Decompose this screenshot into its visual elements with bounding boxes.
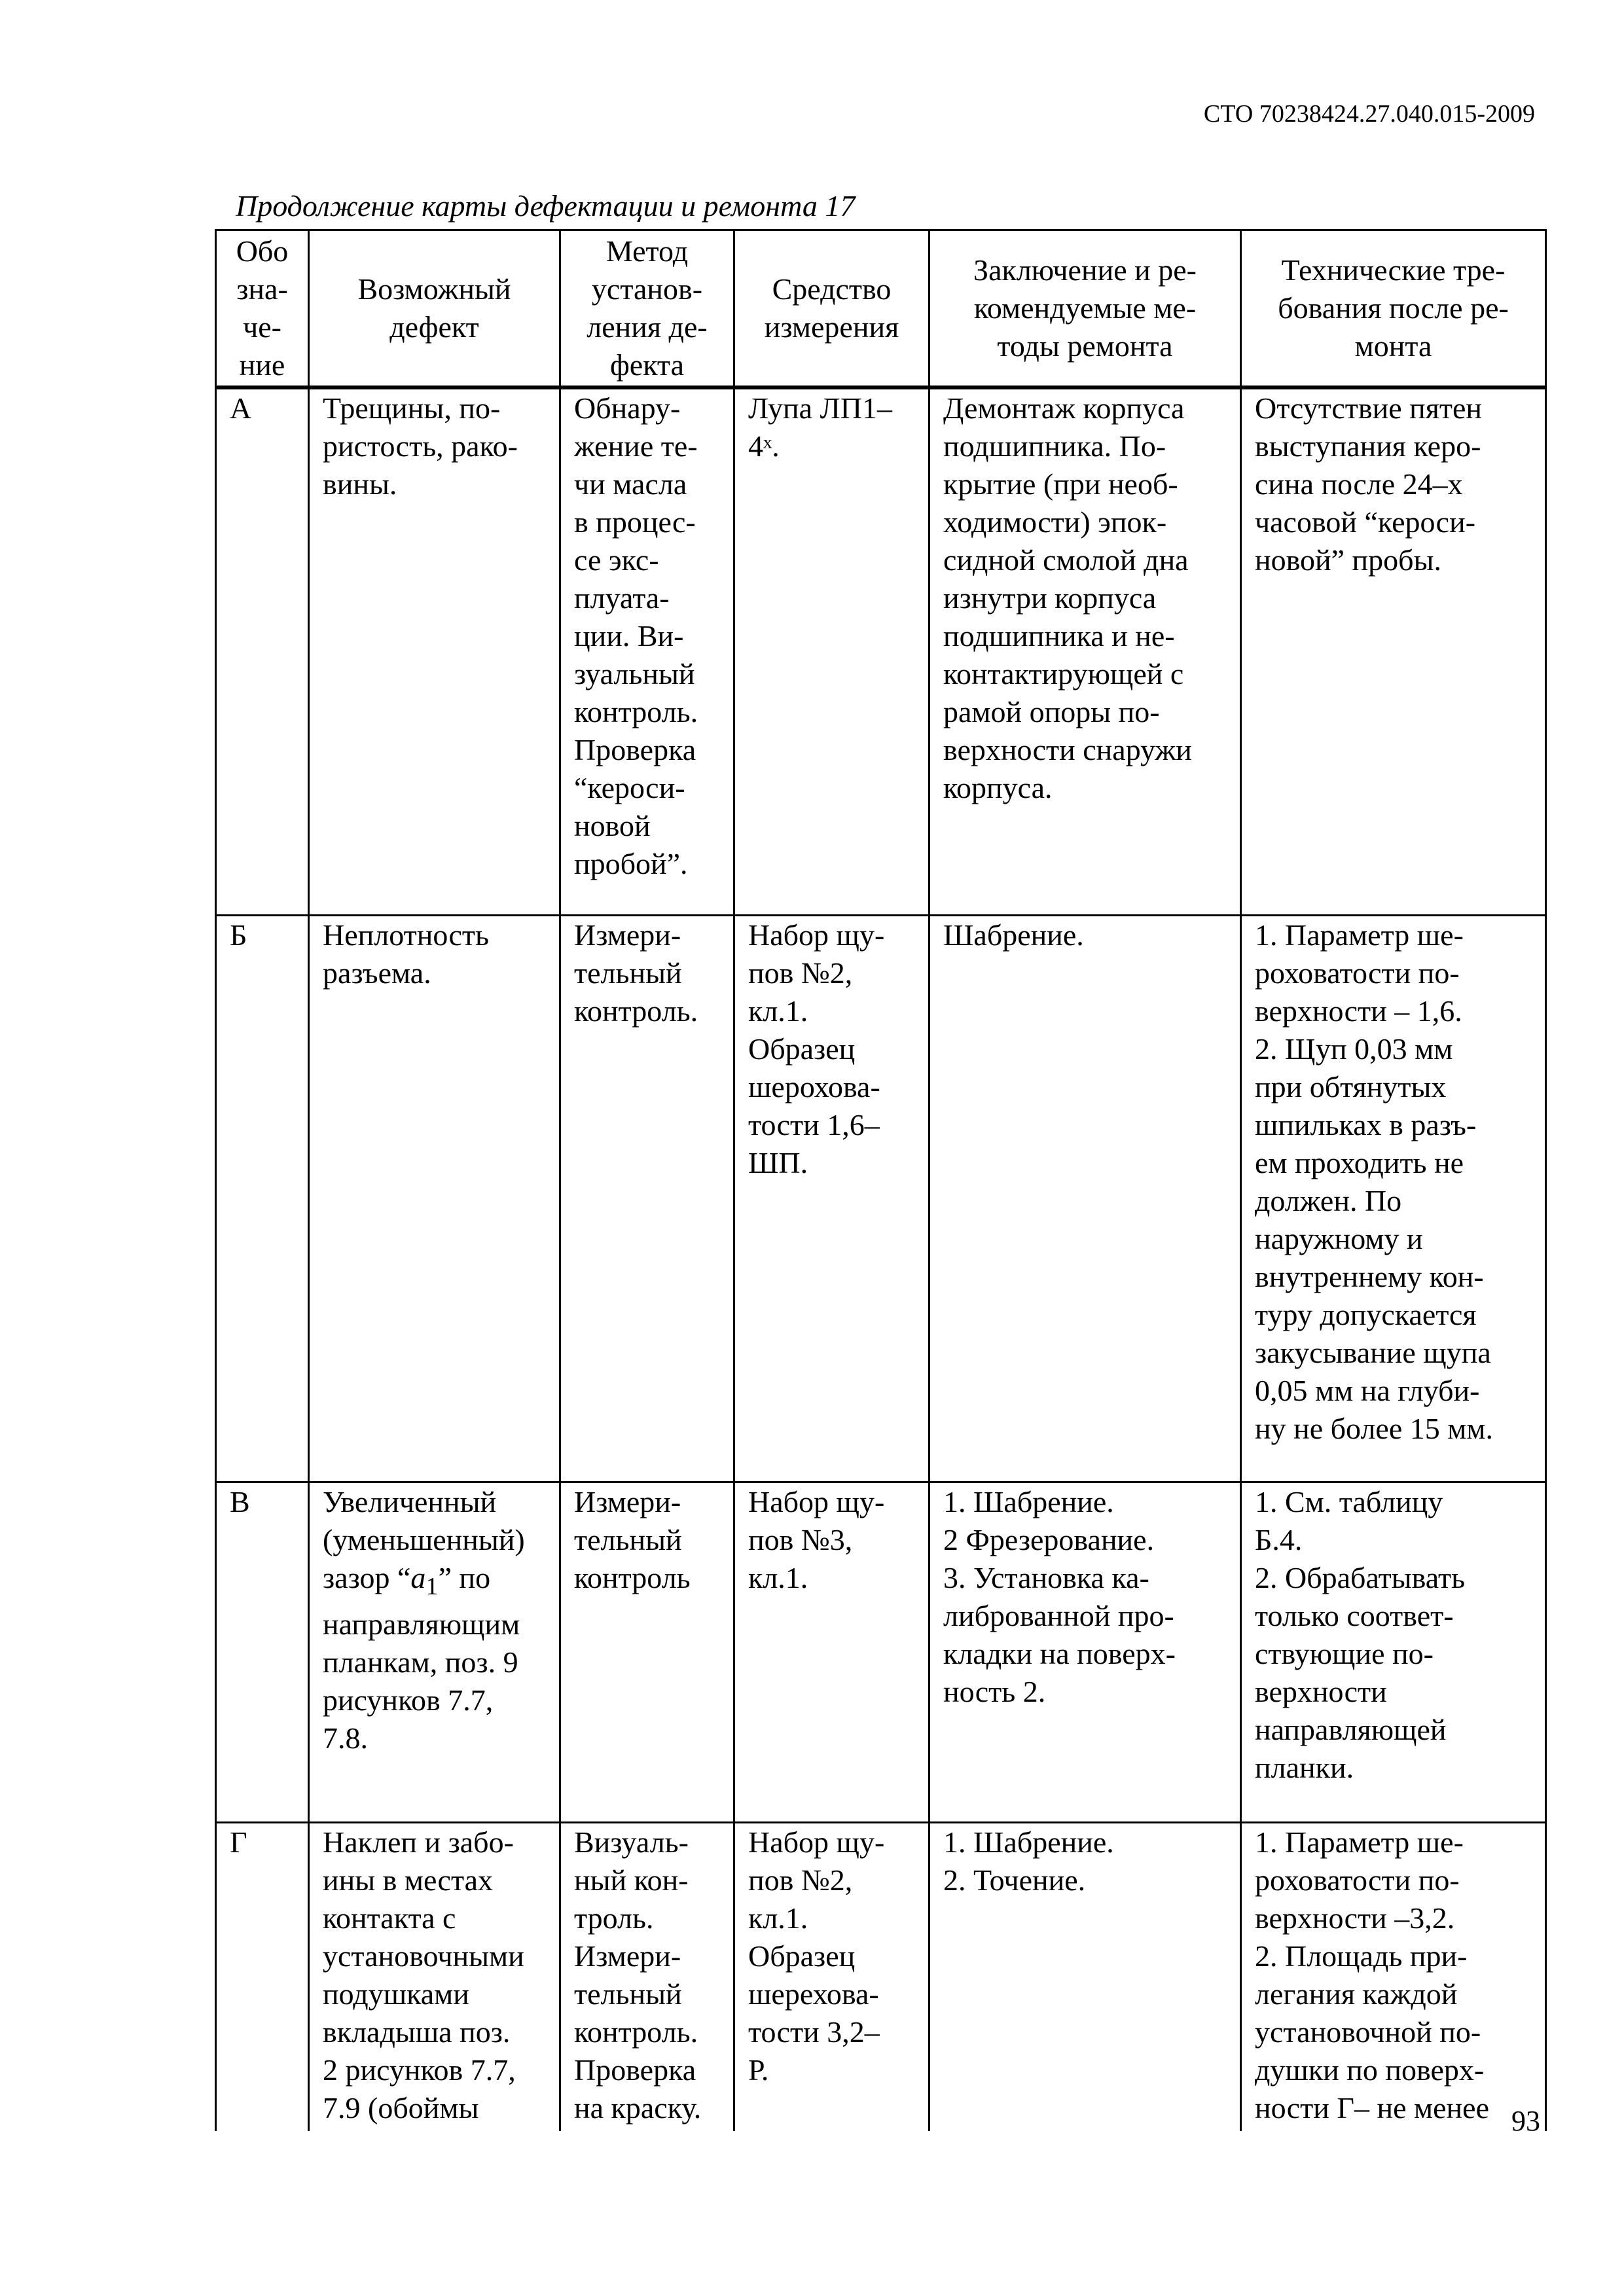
cell-designation: В — [216, 1482, 309, 1822]
cell-designation: Б — [216, 915, 309, 1482]
cell-designation: Г — [216, 1822, 309, 2131]
cell-repair: Демонтаж корпуса подшипника. По- крытие (при необ- ходимости) эпок- сидной смолой дна изнутри корпуса подшипника и не- контактирующей с рамой опоры по- верхности снаружи корпуса. — [929, 387, 1241, 915]
cell-method: Измери- тельный контроль. — [560, 915, 734, 1482]
table-header-row — [216, 230, 1546, 388]
defect-text-part: ” по направляющим планкам, поз. 9 рисунков 7.7, 7.8. — [323, 1560, 520, 1755]
cell-instrument: Набор щу- пов №3, кл.1. — [734, 1482, 929, 1822]
header-detection-method: Метод установ- ления де- фекта — [560, 230, 734, 388]
cell-requirements: 1. Параметр ше- роховатости по- верхности – 1,6. 2. Щуп 0,03 мм при обтянутых шпильках в разъ- ем проходить не должен. По наружному и внутреннему кон- туру допускается закусывание щупа 0,05 мм на глуби- ну не более 15 мм. — [1241, 915, 1546, 1482]
table-row — [216, 915, 1546, 1482]
cell-designation: А — [216, 387, 309, 915]
cell-instrument: Набор щу- пов №2, кл.1. Образец шерехова- тости 3,2– Р. — [734, 1822, 929, 2131]
cell-method: Измери- тельный контроль — [560, 1482, 734, 1822]
defect-text-part: Увеличенный (уменьшенный) зазор “ — [323, 1484, 525, 1594]
cell-method: Обнару- жение те- чи масла в процес- се экс- плуата- ции. Ви- зуальный контроль. Проверка “кероси- новой пробой”. — [560, 387, 734, 915]
cell-defect — [309, 1482, 560, 1822]
cell-requirements: Отсутствие пятен выступания керо- сина после 24–х часовой “кероси- новой” пробы. — [1241, 387, 1546, 915]
header-possible-defect: Возможный дефект — [309, 230, 560, 388]
header-technical-requirements: Технические тре- бования после ре- монта — [1241, 230, 1546, 388]
cell-method: Визуаль- ный кон- троль. Измери- тельный контроль. Проверка на краску. — [560, 1822, 734, 2131]
page-number: 93 — [1511, 2105, 1540, 2137]
cell-repair: 1. Шабрение. 2 Фрезерование. 3. Установка ка- либрованной про- кладки на поверх- ность 2. — [929, 1482, 1241, 1822]
header-measuring-instrument: Средство измерения — [734, 230, 929, 388]
gap-variable-index: 1 — [425, 1572, 439, 1600]
table-row — [216, 1822, 1546, 2131]
cell-defect: Трещины, по- ристость, рако- вины. — [309, 387, 560, 915]
table-caption: Продолжение карты дефектации и ремонта 17 — [236, 189, 856, 223]
cell-defect: Наклеп и забо- ины в местах контакта с установочными подушками вкладыша поз. 2 рисунков 7.7, 7.9 (обоймы — [309, 1822, 560, 2131]
cell-instrument: Набор щу- пов №2, кл.1. Образец шерохова- тости 1,6– ШП. — [734, 915, 929, 1482]
table-row — [216, 387, 1546, 915]
standard-code: СТО 70238424.27.040.015-2009 — [1203, 100, 1535, 128]
header-designation: Обо зна- че- ние — [216, 230, 309, 388]
cell-repair: Шабрение. — [929, 915, 1241, 1482]
table-row — [216, 1482, 1546, 1822]
gap-variable: a — [410, 1560, 426, 1594]
header-repair-conclusion: Заключение и ре- комендуемые ме- тоды ремонта — [929, 230, 1241, 388]
cell-defect: Неплотность разъема. — [309, 915, 560, 1482]
cell-requirements: 1. См. таблицу Б.4. 2. Обрабатывать только соответ- ствующие по- верхности направляющей планки. — [1241, 1482, 1546, 1822]
cell-instrument: Лупа ЛП1– 4ˣ. — [734, 387, 929, 915]
defect-repair-table — [215, 229, 1547, 2131]
cell-requirements: 1. Параметр ше- роховатости по- верхности –3,2. 2. Площадь при- легания каждой установочной по- душки по поверх- ности Г– не менее — [1241, 1822, 1546, 2131]
cell-repair: 1. Шабрение. 2. Точение. — [929, 1822, 1241, 2131]
